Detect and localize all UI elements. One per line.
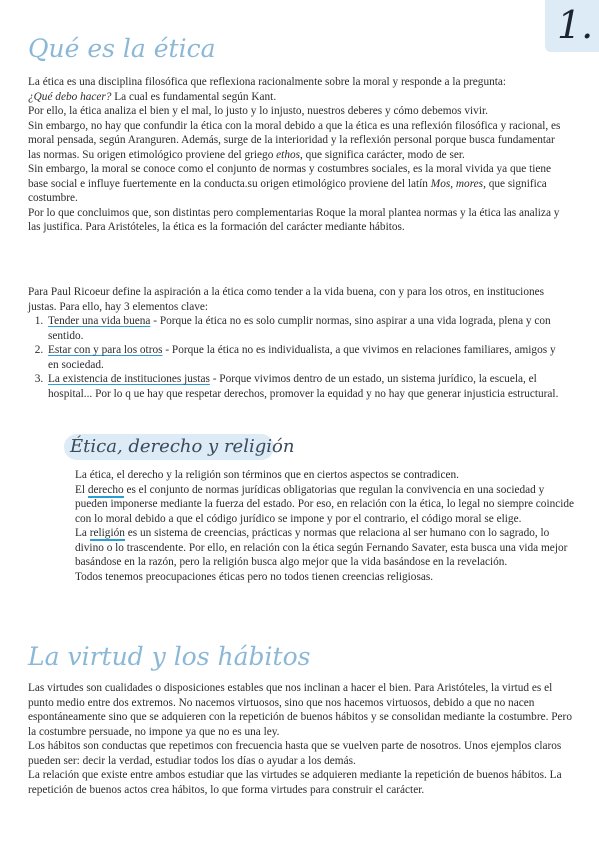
list-item-term: Tender una vida buena xyxy=(48,315,151,327)
paragraph: La ética es una disciplina filosófica que reflexiona racionalmente sobre la moral y responde a la pregunta: ¿Qué debo hacer? La cual es fundamental según Kant. xyxy=(28,76,507,103)
section-title-derecho-religion: Ética, derecho y religión xyxy=(70,436,295,457)
section-virtud-body xyxy=(28,681,576,797)
list-item-term: Estar con y para los otros xyxy=(48,344,163,356)
key-elements-list xyxy=(28,314,568,401)
paragraph: Sin embargo, no hay que confundir la ética con la moral debido a que la ética es una reflexión filosófica y racional, es moral pensada, según Aranguren. Además, surge de la interioridad y la reflexión personal porque busca fundamentar las normas. Su origen etimológico proviene del griego ethos, que significa carácter, modo de ser. xyxy=(28,119,561,161)
question-text: ¿Qué debo hacer? xyxy=(28,90,112,103)
paragraph: El derecho es el conjunto de normas jurídicas obligatorias que regulan la convivencia en una sociedad y pueden imponerse mediante la fuerza del estado. Por eso, en relación con la ética, lo legal no siempre coincide con lo moral debido a que el código jurídico se impone y por el contrario, el código moral se elige. xyxy=(75,483,575,525)
list-item: 1. Tender una vida buena - Porque la ética no es solo cumplir normas, sino aspirar a una vida lograda, plena y con sentido. xyxy=(46,314,568,343)
paragraph: La ética, el derecho y la religión son términos que en ciertos aspectos se contradicen. xyxy=(75,469,459,481)
paragraph: Todos tenemos preocupaciones éticas pero no todos tienen creencias religiosas. xyxy=(75,570,434,583)
term-mos: Mos, mores, xyxy=(430,177,486,190)
term-ethos: ethos xyxy=(276,148,301,161)
paragraph: Los hábitos son conductas que repetimos con frecuencia hasta que se vuelven parte de nosotros. Unos ejemplos claros pueden ser: decir la verdad, estudiar todos los días o ayudar a los demás. xyxy=(28,740,562,767)
list-item: 2. Estar con y para los otros - Porque la ética no es individualista, a que vivimos en relaciones familiares, amigos y en sociedad. xyxy=(46,343,568,372)
section-title-virtud: La virtud y los hábitos xyxy=(28,642,311,671)
section-etica-body xyxy=(28,75,568,235)
paragraph: Por ello, la ética analiza el bien y el mal, lo justo y lo injusto, nuestros deberes y cómo debemos vivir. xyxy=(28,105,488,117)
page-number: 1. xyxy=(557,3,594,47)
paragraph: Las virtudes son cualidades o disposiciones estables que nos inclinan a hacer el bien. Para Aristóteles, la virtud es el punto medio entre dos extremos. No nacemos virtuosos, sino que nos hacemos virtuosos, debido a que no nacen espontáneamente sino que se adquieren con la repetición de buenos hábitos y se consolidan mediante la costumbre. Pero la costumbre persuade, no impone ya que no es una ley. xyxy=(28,682,572,738)
paragraph: Por lo que concluimos que, son distintas pero complementarias Roque la moral plantea normas y la ética las analiza y las justifica. Para Aristóteles, la ética es la formación del carácter mediante hábitos. xyxy=(28,206,560,233)
section-derecho-religion-body xyxy=(75,468,575,584)
section-ricoeur xyxy=(28,285,568,401)
term-religion: religión xyxy=(89,527,125,539)
paragraph: La relación que existe entre ambos estudiar que las virtudes se adquieren mediante la repetición de buenos hábitos. La repetición de buenos actos crea hábitos, lo que forma virtudes para construir el carácter. xyxy=(28,769,562,796)
section-title-etica: Qué es la ética xyxy=(28,34,216,63)
list-item: 3. La existencia de instituciones justas - Porque vivimos dentro de un estado, un sistema jurídico, la escuela, el hospital... Por lo q ue hay que respetar derechos, promover la equidad y no hay que generar injusticia estructural. xyxy=(46,372,568,401)
page-number-tab xyxy=(545,0,599,52)
list-item-term: La existencia de instituciones justas xyxy=(48,373,210,385)
term-derecho: derecho xyxy=(87,483,124,496)
paragraph: Para Paul Ricoeur define la aspiración a la ética como tender a la vida buena, con y para los otros, en instituciones justas. Para ello, hay 3 elementos clave: xyxy=(28,286,545,313)
paragraph: La religión es un sistema de creencias, prácticas y normas que relaciona al ser humano con lo sagrado, lo divino o lo trascendente. Por ello, en relación con la ética según Fernando Savater, esta busca una vida mejor basándose en la razón, pero la religión busca algo mejor que la vida basándose en la revelación. xyxy=(75,527,568,568)
paragraph: Sin embargo, la moral se conoce como el conjunto de normas y costumbres sociales, es la moral vivida ya que tiene base social e influye fuertemente en la conducta.su origen etimológico proviene del latín Mos, mores, que significa costumbre. xyxy=(28,163,552,204)
